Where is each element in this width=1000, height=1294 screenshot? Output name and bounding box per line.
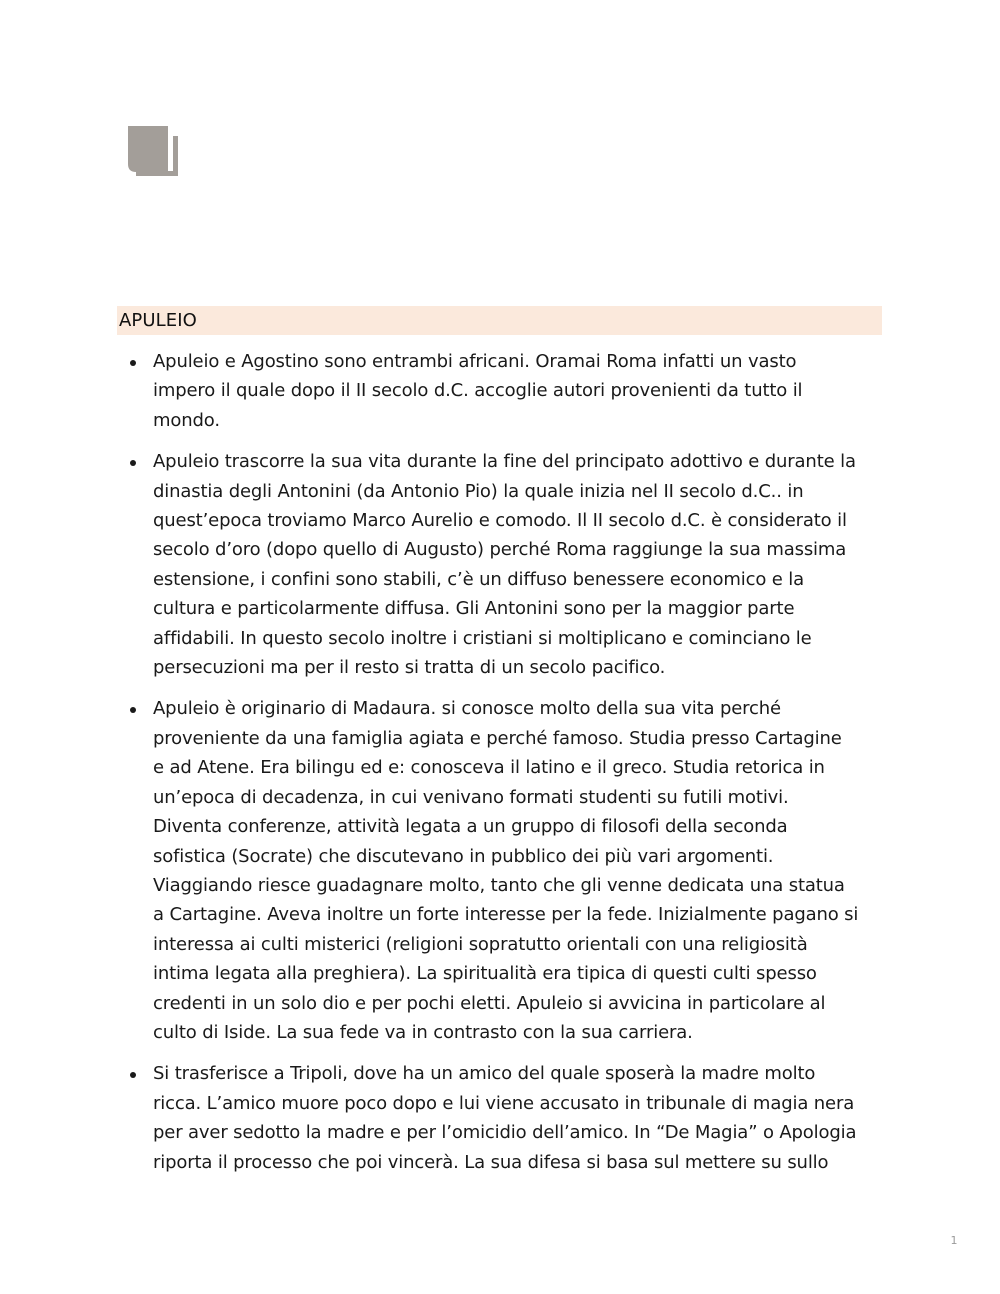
page-number: 1	[950, 1234, 958, 1247]
text-line: per aver sedotto la madre e per l’omicidio dell’amico. In “De Magia” o Apologia	[153, 1122, 857, 1144]
list-item	[117, 1059, 897, 1177]
list-item	[117, 694, 897, 1047]
text-line: intima legata alla preghiera). La spiritualità era tipica di questi culti spesso	[153, 963, 817, 985]
list-item	[117, 347, 897, 435]
text-line: mondo.	[153, 409, 220, 431]
text-line: credenti in un solo dio e per pochi eletti. Apuleio si avvicina in particolare al	[153, 992, 826, 1014]
text-line: Viaggiando riesce guadagnare molto, tanto che gli venne dedicata una statua	[153, 874, 845, 896]
text-line: estensione, i confini sono stabili, c’è un diffuso benessere economico e la	[153, 568, 805, 590]
text-line: ricca. L’amico muore poco dopo e lui viene accusato in tribunale di magia nera	[153, 1092, 855, 1114]
text-line: proveniente da una famiglia agiata e perché famoso. Studia presso Cartagine	[153, 727, 842, 749]
text-line: a Cartagine. Aveva inoltre un forte interesse per la fede. Inizialmente pagano si	[153, 904, 859, 926]
text-line: cultura e particolarmente diffusa. Gli Antonini sono per la maggior parte	[153, 598, 795, 620]
text-line: Apuleio è originario di Madaura. si conosce molto della sua vita perché	[153, 698, 781, 720]
list-item	[117, 447, 897, 682]
text-line: Diventa conferenze, attività legata a un gruppo di filosofi della seconda	[153, 816, 788, 838]
text-line: persecuzioni ma per il resto si tratta di un secolo pacifico.	[153, 657, 666, 679]
bullet-icon	[130, 460, 136, 466]
section-heading-bar	[117, 306, 882, 335]
text-line: secolo d’oro (dopo quello di Augusto) perché Roma raggiunge la sua massima	[153, 539, 847, 561]
bullet-icon	[130, 707, 136, 713]
text-line: culto di Iside. La sua fede va in contrasto con la sua carriera.	[153, 1021, 693, 1043]
bullet-icon	[130, 1072, 136, 1078]
text-line: interessa ai culti misterici (religioni sopratutto orientali con una religiosità	[153, 933, 808, 955]
text-line: un’epoca di decadenza, in cui venivano formati studenti su futili motivi.	[153, 786, 789, 808]
text-line: quest’epoca troviamo Marco Aurelio e comodo. Il II secolo d.C. è considerato il	[153, 510, 847, 532]
text-line: riporta il processo che poi vincerà. La sua difesa si basa sul mettere su sullo	[153, 1151, 829, 1173]
text-line: e ad Atene. Era bilingu ed e: conosceva il latino e il greco. Studia retorica in	[153, 757, 825, 779]
section-heading: APULEIO	[119, 310, 197, 331]
bullet-icon	[130, 360, 136, 366]
text-line: affidabili. In questo secolo inoltre i cristiani si moltiplicano e cominciano le	[153, 627, 812, 649]
bullet-list	[117, 347, 897, 1189]
document-icon	[128, 126, 178, 180]
text-line: sofistica (Socrate) che discutevano in pubblico dei più vari argomenti.	[153, 845, 774, 867]
text-line: Apuleio e Agostino sono entrambi africani. Oramai Roma infatti un vasto	[153, 351, 797, 372]
text-line: Si trasferisce a Tripoli, dove ha un amico del quale sposerà la madre molto	[153, 1063, 816, 1085]
text-line: dinastia degli Antonini (da Antonio Pio) la quale inizia nel II secolo d.C.. in	[153, 480, 804, 502]
text-line: impero il quale dopo il II secolo d.C. accoglie autori provenienti da tutto il	[153, 380, 803, 402]
text-line: Apuleio trascorre la sua vita durante la fine del principato adottivo e durante la	[153, 451, 856, 473]
